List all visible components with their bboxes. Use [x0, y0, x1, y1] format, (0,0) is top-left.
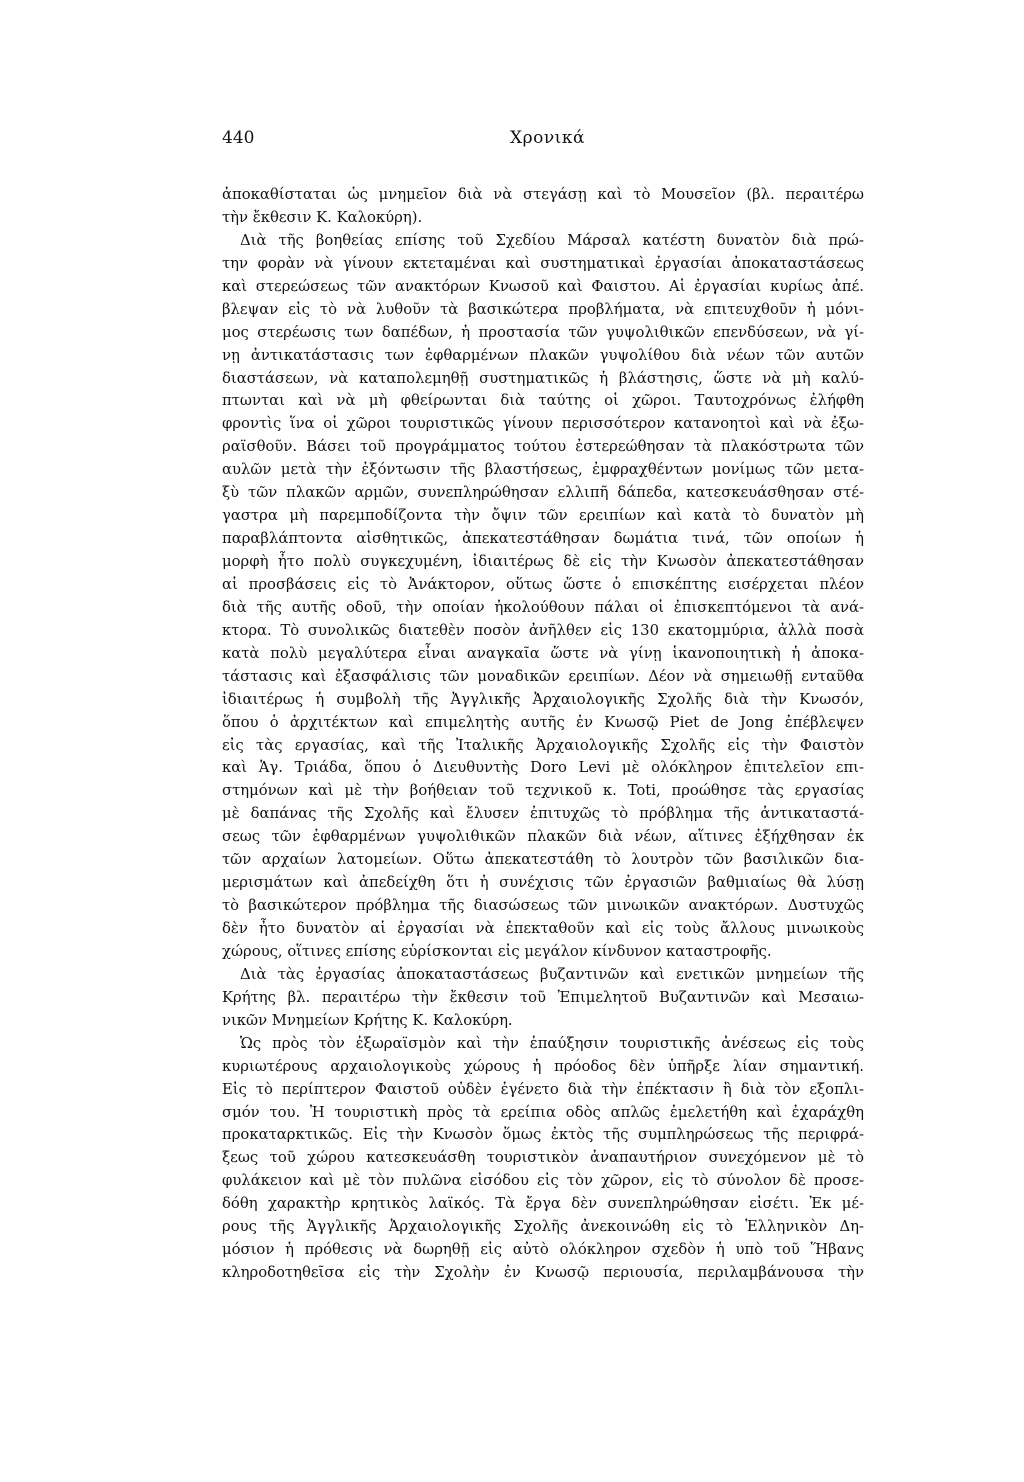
text-line: χώρους, οἵτινες επίσης εὑρίσκονται εἰς μεγάλον κίνδυνον καταστροφῆς.	[222, 942, 772, 960]
text-line: γαστρα μὴ παρεμποδίζοντα τὴν ὄψιν τῶν ερειπίων καὶ κατὰ τὸ δυνατὸν μὴ	[222, 507, 864, 525]
text-line: δόθη χαρακτὴρ κρητικὸς λαϊκός. Τὰ ἔργα δὲν συνεπληρώθησαν εἰσέτι. Ἐκ μέ-	[222, 1195, 864, 1213]
text-line: μὲ δαπάνας τῆς Σχολῆς καὶ ἔλυσεν ἐπιτυχῶς τὸ πρόβλημα τῆς ἀντικαταστά-	[222, 805, 864, 823]
text-line: Διὰ τὰς ἐργασίας ἀποκαταστάσεως βυζαντινῶν καὶ ενετικῶν μνημείων τῆς	[240, 965, 864, 983]
text-line: καὶ Ἁγ. Τριάδα, ὅπου ὁ Διευθυντὴς Doro Levi μὲ ολόκληρον ἐπιτελεῖον επι-	[222, 759, 864, 777]
text-line: διὰ τῆς αυτῆς οδοῦ, τὴν οποίαν ἠκολούθουν πάλαι οἱ ἐπισκεπτόμενοι τὰ ανά-	[222, 598, 864, 616]
text-line: ἀποκαθίσταται ὡς μνημεῖον διὰ νὰ στεγάσῃ καὶ τὸ Μουσεῖον (βλ. περαιτέρω	[222, 186, 864, 203]
text-line: φροντὶς ἵνα οἱ χῶροι τουριστικῶς γίνουν περισσότερον κατανοητοὶ καὶ νὰ ἐξω-	[222, 415, 864, 433]
text-line: μερισμάτων καὶ ἀπεδείχθη ὅτι ἡ συνέχισις τῶν ἐργασιῶν βαθμιαίως θὰ λύσῃ	[222, 874, 864, 892]
text-line: Εἰς τὸ περίπτερον Φαιστοῦ οὐδὲν ἐγένετο διὰ τὴν ἐπέκτασιν ἢ διὰ τὸν εξοπλι-	[222, 1080, 864, 1098]
text-line: φυλάκειον καὶ μὲ τὸν πυλῶνα εἰσόδου εἰς τὸν χῶρον, εἰς τὸ σύνολον δὲ προσε-	[222, 1172, 864, 1190]
text-line: στημόνων καὶ μὲ τὴν βοήθειαν τοῦ τεχνικοῦ κ. Toti, προώθησε τὰς εργασίας	[222, 782, 864, 800]
text-line: τάστασις καὶ ἐξασφάλισις τῶν μοναδικῶν ερειπίων. Δέον νὰ σημειωθῇ ενταῦθα	[222, 667, 864, 685]
text-line: Ὡς πρὸς τὸν ἐξωραϊσμὸν καὶ τὴν ἐπαύξησιν τουριστικῆς ἀνέσεως εἰς τοὺς	[240, 1034, 864, 1052]
text-line: ρους τῆς Ἀγγλικῆς Ἀρχαιολογικῆς Σχολῆς ἀνεκοινώθη εἰς τὸ Ἑλληνικὸν Δη-	[222, 1218, 864, 1236]
text-line: μόσιον ἡ πρόθεσις νὰ δωρηθῇ εἰς αὐτὸ ολόκληρον σχεδὸν ἡ υπὸ τοῦ Ἥβανς	[222, 1241, 864, 1259]
text-line: πτωνται καὶ νὰ μὴ φθείρωνται διὰ ταύτης οἱ χῶροι. Ταυτοχρόνως ἐλήφθη	[222, 392, 864, 410]
text-line: ὅπου ὁ ἀρχιτέκτων καὶ επιμελητὴς αυτῆς ἐν Κνωσῷ Piet de Jong ἐπέβλεψεν	[222, 713, 864, 731]
text-line: Κρήτης βλ. περαιτέρω τὴν ἔκθεσιν τοῦ Ἐπιμελητοῦ Βυζαντινῶν καὶ Μεσαιω-	[222, 988, 864, 1006]
text-line: ἰδιαιτέρως ἡ συμβολὴ τῆς Ἀγγλικῆς Ἀρχαιολογικῆς Σχολῆς διὰ τὴν Κνωσόν,	[222, 690, 864, 708]
text-line: παραβλάπτοντα αἰσθητικῶς, ἀπεκατεστάθησαν δωμάτια τινά, τῶν οποίων ἡ	[222, 530, 864, 548]
text-line: διαστάσεων, νὰ καταπολεμηθῇ συστηματικῶς ἡ βλάστησις, ὥστε νὰ μὴ καλύ-	[222, 369, 864, 387]
text-line: βλεψαν εἰς τὸ νὰ λυθοῦν τὰ βασικώτερα προβλήματα, νὰ επιτευχθοῦν ἡ μόνι-	[222, 300, 864, 318]
page-header	[222, 128, 864, 152]
text-line: μος στερέωσις των δαπέδων, ἡ προστασία τῶν γυψολιθικῶν επενδύσεων, νὰ γί-	[222, 323, 864, 341]
text-line: ξὺ τῶν πλακῶν αρμῶν, συνεπληρώθησαν ελλιπῆ δάπεδα, κατεσκευάσθησαν στέ-	[222, 484, 864, 502]
text-line: προκαταρκτικῶς. Εἰς τὴν Κνωσὸν ὅμως ἐκτὸς τῆς συμπληρώσεως τῆς περιφρά-	[222, 1126, 864, 1144]
text-line: Διὰ τῆς βοηθείας επίσης τοῦ Σχεδίου Μάρσαλ κατέστη δυνατὸν διὰ πρώ-	[240, 231, 864, 249]
page-number: 440	[222, 128, 255, 148]
text-line: σεως τῶν ἐφθαρμένων γυψολιθικῶν πλακῶν διὰ νέων, αἵτινες ἐξήχθησαν ἐκ	[222, 828, 864, 846]
text-line: ραϊσθοῦν. Βάσει τοῦ προγράμματος τούτου ἐστερεώθησαν τὰ πλακόστρωτα τῶν	[222, 438, 864, 456]
text-line: κληροδοτηθεῖσα εἰς τὴν Σχολὴν ἐν Κνωσῷ περιουσία, περιλαμβάνουσα τὴν	[222, 1264, 864, 1282]
text-line: σμόν του. Ἡ τουριστικὴ πρὸς τὰ ερείπια οδὸς απλῶς ἐμελετήθη καὶ ἐχαράχθη	[222, 1103, 864, 1121]
text-line: ξεως τοῦ χώρου κατεσκευάσθη τουριστικὸν ἀναπαυτήριον συνεχόμενον μὲ τὸ	[222, 1149, 864, 1167]
running-head: Χρονικά	[510, 128, 585, 148]
text-line: αἱ προσβάσεις εἰς τὸ Ἀνάκτορον, οὕτως ὥστε ὁ επισκέπτης εισέρχεται πλέον	[222, 575, 864, 593]
text-line: νῃ ἀντικατάστασις των ἐφθαρμένων πλακῶν γυψολίθου διὰ νέων τῶν αυτῶν	[222, 346, 864, 364]
text-line: εἰς τὰς εργασίας, καὶ τῆς Ἰταλικῆς Ἀρχαιολογικῆς Σχολῆς εἰς τὴν Φαιστὸν	[222, 736, 864, 754]
body-text	[222, 184, 864, 1285]
text-line: τὴν ἔκθεσιν Κ. Καλοκύρη).	[222, 208, 423, 226]
text-line: τὸ βασικώτερον πρόβλημα τῆς διασώσεως τῶν μινωικῶν ανακτόρων. Δυστυχῶς	[222, 897, 864, 915]
text-line: τῶν αρχαίων λατομείων. Οὕτω ἀπεκατεστάθη τὸ λουτρὸν τῶν βασιλικῶν δια-	[222, 851, 864, 869]
text-line: αυλῶν μετὰ τὴν ἐξόντωσιν τῆς βλαστήσεως, ἐμφραχθέντων μονίμως τῶν μετα-	[222, 461, 864, 479]
text-line: δὲν ἦτο δυνατὸν αἱ ἐργασίαι νὰ ἐπεκταθοῦν καὶ εἰς τοὺς ἄλλους μινωικοὺς	[222, 920, 864, 937]
text-line: καὶ στερεώσεως τῶν ανακτόρων Κνωσοῦ καὶ Φαιστου. Αἱ ἐργασίαι κυρίως ἀπέ.	[222, 277, 864, 295]
text-line: κυριωτέρους αρχαιολογικοὺς χώρους ἡ πρόοδος δὲν ὑπῆρξε λίαν σημαντική.	[222, 1057, 864, 1075]
text-line: κτορα. Τὸ συνολικῶς διατεθὲν ποσὸν ἀνῆλθεν εἰς 130 εκατομμύρια, ἀλλὰ ποσὰ	[222, 621, 864, 639]
text-line: νικῶν Μνημείων Κρήτης Κ. Καλοκύρη.	[222, 1011, 513, 1029]
text-line: μορφὴ ἦτο πολὺ συγκεχυμένη, ἰδιαιτέρως δὲ εἰς τὴν Κνωσὸν ἀπεκατεστάθησαν	[222, 553, 864, 570]
text-line: την φορὰν νὰ γίνουν εκτεταμέναι καὶ συστηματικαὶ ἐργασίαι ἀποκαταστάσεως	[222, 254, 864, 272]
text-line: κατὰ πολὺ μεγαλύτερα εἶναι αναγκαῖα ὥστε νὰ γίνῃ ἱκανοποιητικὴ ἡ ἀποκα-	[222, 644, 864, 662]
